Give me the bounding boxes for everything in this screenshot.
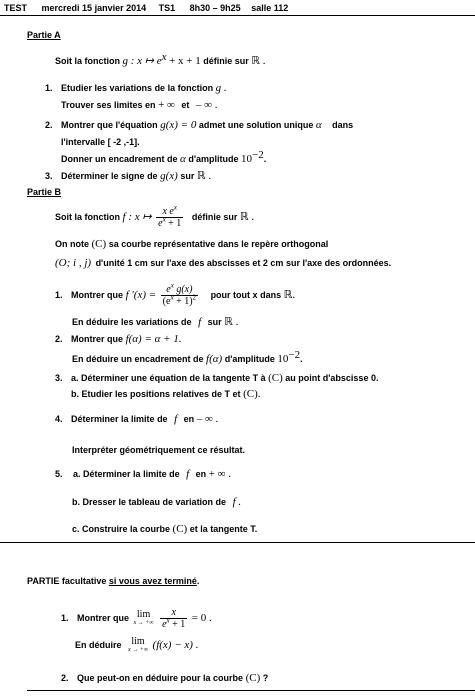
bottom-rule	[27, 690, 475, 691]
part-c-q2: 2. Que peut-on en déduire pour la courbe (C) ?	[61, 672, 269, 684]
part-a-q2: 2. Montrer que l'équation g(x) = 0 admet une solution unique α dans	[45, 119, 354, 131]
part-b-frame: (O; i , j) d'unité 1 cm sur l'axe des abscisses et 2 cm sur l'axe des ordonnées.	[55, 257, 392, 269]
part-b-q5c: c. Construire la courbe (C) et la tangente T.	[72, 523, 258, 535]
part-b-q1: 1. Montrer que f ′(x) = $\frac{e^x g(x)}{(e^x + 1)^2}$ pour tout x dans ℝ.	[55, 281, 296, 308]
part-b-q2: 2. Montrer que f(α) = α + 1.	[55, 333, 182, 345]
part-c-q1b: En déduire lim x → +∞ (f(x) − x) .	[75, 636, 199, 654]
part-b-q1b: En déduire les variations de f sur ℝ .	[72, 316, 239, 328]
part-c-q1b-limit: lim x → +∞	[128, 636, 149, 654]
part-b-intro: Soit la fonction f : x ↦ $\frac{x e^x}{e^x + 1}$ définie sur ℝ .	[55, 203, 255, 230]
part-a-intro: Soit la fonction g : x ↦ $e^x + x + 1$ définie sur ℝ .	[55, 51, 266, 67]
header	[4, 2, 288, 14]
part-b-q3a: 3. a. Déterminer une équation de la tangente T à (C) au point d'abscisse 0.	[55, 372, 379, 384]
header-class: TS1	[158, 3, 176, 13]
part-c-q1: 1. Montrer que lim x → +∞ $\frac{x}{e^x + 1}$ = 0 .	[61, 607, 212, 631]
part-b-q1-fraction: $\frac{e^x g(x)}{(e^x + 1)^2}$	[162, 281, 197, 308]
part-b-q5a: 5. a. Déterminer la limite de f en + ∞ .	[55, 468, 231, 480]
header-test: TEST	[4, 3, 28, 13]
part-b-q4: 4. Déterminer la limite de f en – ∞ .	[55, 413, 219, 425]
part-a-q3: 3. Déterminer le signe de g(x) sur ℝ .	[45, 170, 212, 182]
part-a-title: Partie A	[27, 30, 61, 40]
part-c-q1-limit: lim x → +∞	[133, 609, 154, 627]
part-c-title: PARTIE facultative si vous avez terminé.	[27, 576, 200, 586]
part-a-q2b: l'intervalle [ -2 ,-1].	[61, 137, 140, 147]
part-a-q1b: Trouver ses limites en + ∞ et – ∞ .	[61, 99, 218, 111]
header-date: mercredi 15 janvier 2014	[41, 3, 147, 13]
part-b-q5b: b. Dresser le tableau de variation de f .	[72, 496, 242, 508]
part-b-title: Partie B	[27, 187, 62, 197]
part-b-q4b: Interpréter géométriquement ce résultat.	[72, 445, 246, 455]
part-b-note: On note (C) sa courbe représentative dans le repère orthogonal	[55, 238, 329, 250]
part-b-q2b: En déduire un encadrement de f(α) d'amplitude $10^{-2}$.	[72, 349, 303, 365]
part-b-intro-fraction: $\frac{x e^x}{e^x + 1}$	[158, 203, 182, 230]
part-a-q1: 1. Etudier les variations de la fonction g .	[45, 82, 227, 94]
section-rule	[0, 542, 475, 543]
part-a-q2c: Donner un encadrement de α d'amplitude $10^{-2}$.	[61, 149, 267, 165]
header-time: 8h30 – 9h25	[189, 3, 241, 13]
part-b-q3b: b. Etudier les positions relatives de T et (C).	[71, 388, 261, 400]
part-c-q1-fraction: $\frac{x}{e^x + 1}$	[162, 607, 186, 631]
header-room: salle 112	[251, 3, 289, 13]
header-rule	[0, 15, 475, 16]
